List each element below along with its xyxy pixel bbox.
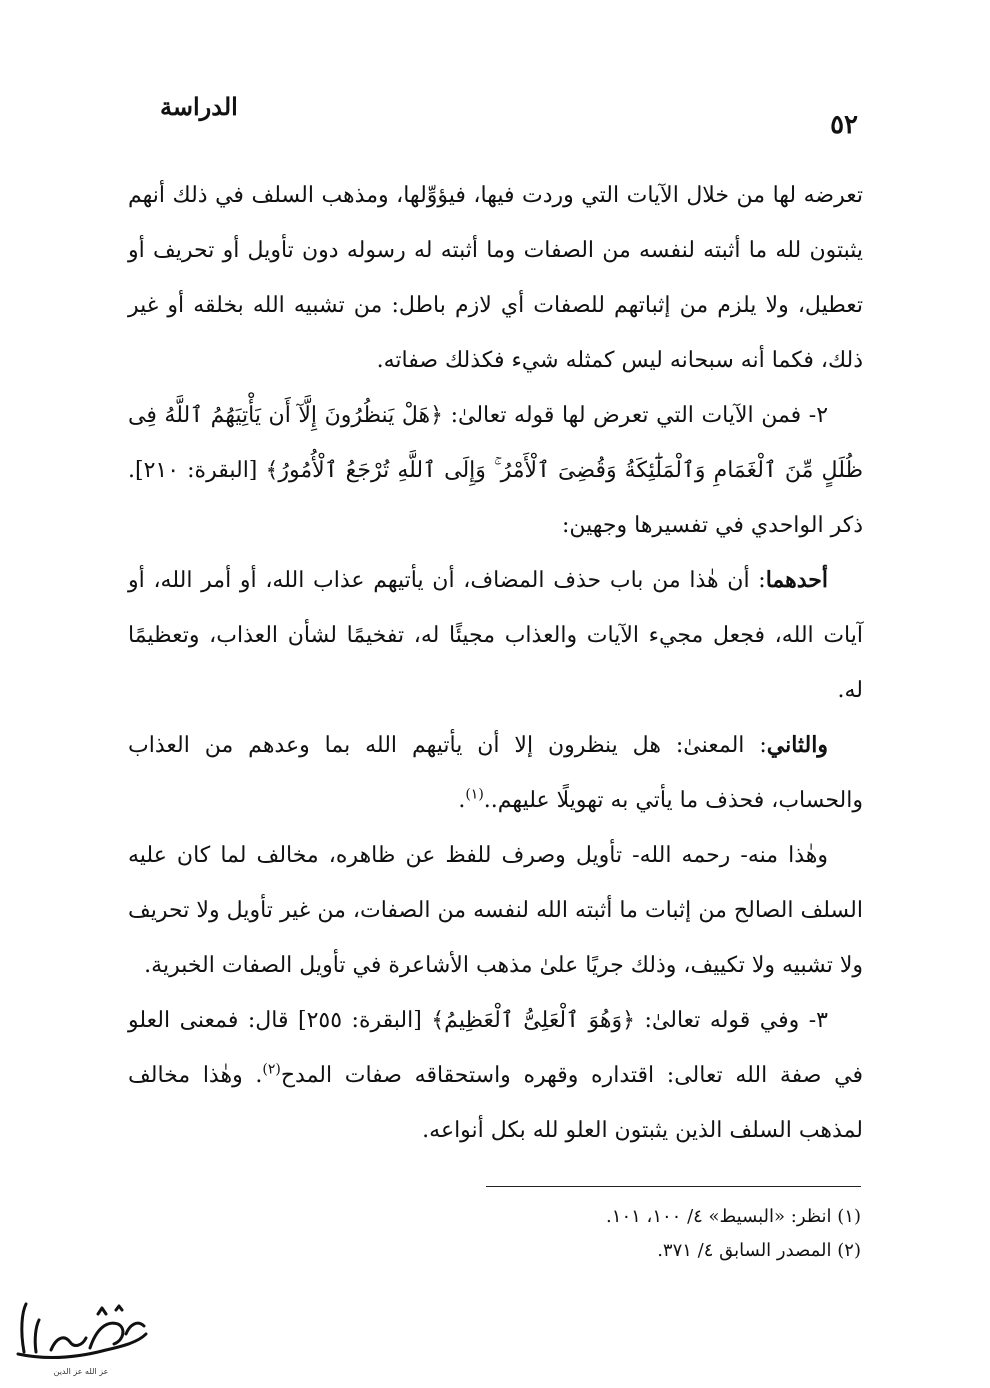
first-view-text: : أن هٰذا من باب حذف المضاف، أن يأتيهم عذاب الله، أو أمر الله، أو آيات الله، فجعل مجيء الآيات والعذاب مجيئًا له، تفخيمًا لشأن العذاب، وتعظيمًا له. <box>128 568 863 703</box>
running-title: الدراسة <box>160 92 238 121</box>
al-mustahim-logo-icon <box>6 1290 156 1380</box>
page-number: ٥٢ <box>830 110 858 140</box>
second-view-label: والثاني <box>766 732 828 758</box>
paragraph-6-text: قال: فمعنى العلو في صفة الله تعالى: اقتداره وقهره واستحقاقه صفات المدح <box>128 1008 864 1088</box>
footnote-divider <box>486 1186 861 1187</box>
paragraph-5: وهٰذا منه- رحمه الله- تأويل وصرف للفظ عن ظاهره، مخالف لما كان عليه السلف الصالح من إثبات ما أثبته الله لنفسه من الصفات، من غير تأويل ولا تحريف ولا تشبيه ولا تكييف، وذلك جريًا علىٰ مذهب الأشاعرة في تأويل الصفات الخبرية. <box>128 843 863 978</box>
paragraph-2-intro: ٢- فمن الآيات التي تعرض لها قوله تعالىٰ: <box>443 403 829 428</box>
second-view-text: : المعنىٰ: هل ينظرون إلا أن يأتيهم الله بما وعدهم من العذاب والحساب، فحذف ما يأتي به تهويلًا عليهم.. <box>128 733 863 813</box>
paragraph-6-intro: ٣- وفي قوله تعالىٰ: <box>635 1008 828 1033</box>
paragraph-6-end: . وهٰذا مخالف لمذهب السلف الذين يثبتون العلو لله بكل أنواعه. <box>128 1063 863 1143</box>
footnote-1: (١) انظر: «البسيط» ٤/ ١٠٠، ١٠١. <box>606 1206 861 1227</box>
footnote-ref-1: (١) <box>465 786 484 803</box>
verse-reference: [البقرة: ٢١٠] <box>135 458 266 483</box>
paragraph-4-end: . <box>458 788 466 813</box>
verse-reference: [البقرة: ٢٥٥] <box>298 1008 432 1033</box>
paragraph-2-rest: . ذكر الواحدي في تفسيرها وجهين: <box>128 458 863 538</box>
page-header <box>0 92 990 152</box>
quran-verse-baqarah-210: ﴿هَلْ يَنظُرُونَ إِلَّآ أَن يَأْتِيَهُمُ ٱللَّهُ فِى ظُلَلٍ مِّنَ ٱلْغَمَامِ وَٱلْمَلَٰٓئِكَةُ وَقُضِىَ ٱلْأَمْرُ ۚ وَإِلَى ٱللَّهِ تُرْجَعُ ٱلْأُمُورُ﴾ <box>128 403 863 483</box>
body-text <box>128 168 863 1158</box>
paragraph-3 <box>128 553 863 718</box>
quran-verse-baqarah-255: ﴿وَهُوَ ٱلْعَلِىُّ ٱلْعَظِيمُ﴾ <box>431 1008 636 1033</box>
footnotes <box>128 1200 861 1268</box>
paragraph-6 <box>128 993 863 1158</box>
footnote-ref-2: (٢) <box>262 1061 281 1078</box>
paragraph-2 <box>128 388 863 553</box>
paragraph-1: تعرضه لها من خلال الآيات التي وردت فيها، فيؤوِّلها، ومذهب السلف في ذلك أنهم يثبتون لله ما أثبته لنفسه من الصفات وما أثبته له رسوله دون تأويل أو تحريف أو تعطيل، ولا يلزم من إثباتهم للصفات أي لازم باطل: من تشبيه الله بخلقه أو غير ذلك، فكما أنه سبحانه ليس كمثله شيء فكذلك صفاته. <box>128 183 863 373</box>
paragraph-4 <box>128 718 863 828</box>
footnote-2: (٢) المصدر السابق ٤/ ٣٧١. <box>657 1240 861 1261</box>
logo-subtext: عز الله عز الدين <box>53 1367 109 1376</box>
first-view-label: أحدهما <box>765 567 828 593</box>
